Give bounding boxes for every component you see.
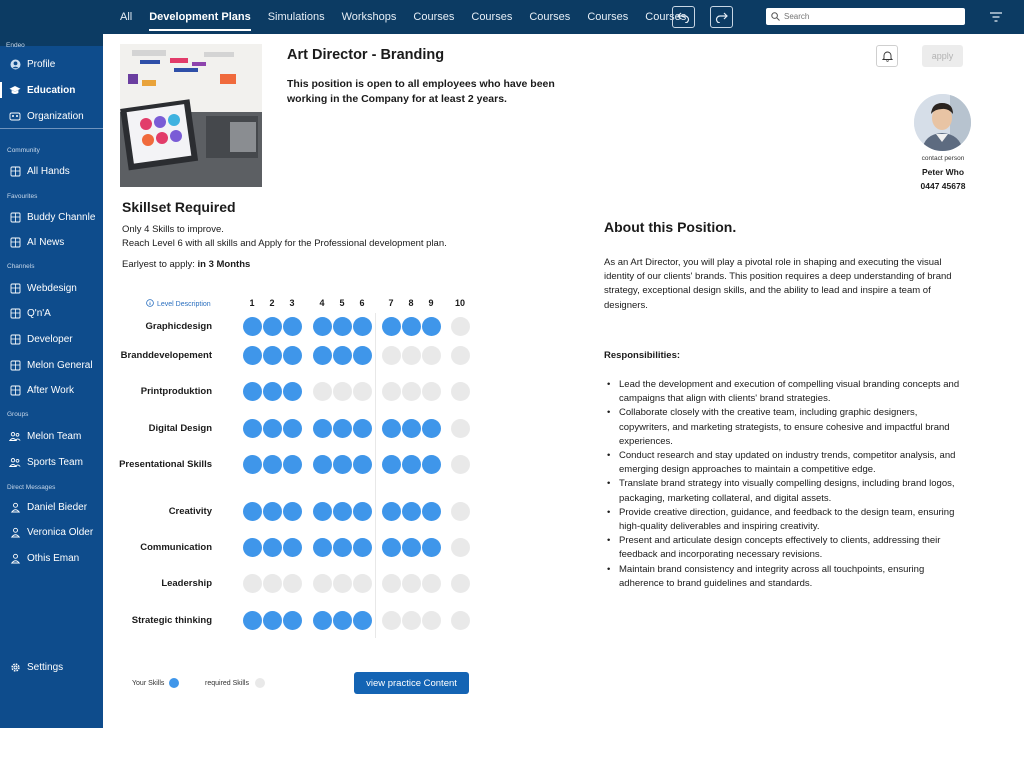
search-icon	[771, 12, 780, 21]
skill-level-dot	[451, 455, 470, 474]
skill-level-dot	[382, 574, 401, 593]
sidebar-item-othis-eman[interactable]	[0, 548, 103, 568]
list-item: • Lead the development and execution of compelling visual branding concepts and campaigns that align with clients' brand strategies.	[604, 378, 964, 406]
skill-level-dot	[283, 502, 302, 521]
channel-icon	[9, 359, 21, 371]
skill-level-dot	[353, 538, 372, 557]
sidebar-item-label: Profile	[27, 58, 56, 70]
channel-icon	[9, 307, 21, 319]
sidebar-section-title: Groups	[7, 411, 29, 418]
sidebar-item-label: Othis Eman	[27, 552, 80, 564]
skill-level-dot	[402, 611, 421, 630]
redo-button[interactable]	[710, 6, 733, 28]
sidebar-item-melon-general[interactable]	[0, 355, 103, 375]
skill-level-dot	[402, 574, 421, 593]
level-number: 7	[388, 298, 394, 308]
skill-level-dot	[451, 538, 470, 557]
organization-icon	[9, 110, 21, 122]
skill-level-dot	[263, 419, 282, 438]
skill-level-dot	[451, 611, 470, 630]
sidebar-item-label: AI News	[27, 236, 65, 248]
filter-button[interactable]	[988, 10, 1004, 24]
skill-level-dot	[353, 611, 372, 630]
notify-button[interactable]	[876, 45, 898, 67]
skill-level-dot	[353, 382, 372, 401]
skill-level-dot	[263, 455, 282, 474]
nav-tabs	[120, 0, 703, 34]
skill-level-dot	[243, 382, 262, 401]
sidebar-item-sports-team[interactable]	[0, 452, 103, 472]
skill-level-dot	[313, 317, 332, 336]
skill-level-dot	[333, 317, 352, 336]
contact-label: contact person	[921, 155, 965, 162]
sidebar-item-label: Settings	[27, 661, 64, 673]
skill-level-dot	[263, 611, 282, 630]
list-item: • Conduct research and stay updated on industry trends, competitor analysis, and emerging design approaches to maintain a competitive edge.	[604, 449, 964, 477]
skill-level-dot	[243, 455, 262, 474]
level-description-link[interactable]	[146, 299, 211, 309]
skill-level-dot	[402, 346, 421, 365]
skill-level-dot	[422, 419, 441, 438]
skill-level-dot	[422, 382, 441, 401]
skill-level-dot	[422, 455, 441, 474]
level-number: 3	[289, 298, 295, 308]
contact-phone: 0447 45678	[920, 181, 966, 191]
sidebar-item-melon-team[interactable]	[0, 426, 103, 446]
skill-level-dot	[422, 538, 441, 557]
person-icon	[9, 501, 21, 513]
skill-level-dot	[283, 611, 302, 630]
legend-required-skills-label: required Skills	[205, 680, 249, 687]
skill-level-dot	[451, 346, 470, 365]
skillset-line-1: Only 4 Skills to improve.	[122, 224, 224, 235]
skill-level-dot	[283, 419, 302, 438]
person-icon	[9, 526, 21, 538]
skill-level-dot	[353, 419, 372, 438]
group-icon	[9, 430, 21, 442]
tab-courses[interactable]: Courses	[645, 11, 687, 23]
skill-level-dot	[402, 382, 421, 401]
skill-label: Creativity	[168, 506, 212, 517]
channel-icon	[9, 282, 21, 294]
skill-level-dot	[353, 346, 372, 365]
skill-level-dot	[382, 317, 401, 336]
level-number: 9	[428, 298, 434, 308]
redo-icon	[715, 12, 728, 23]
search-box[interactable]	[766, 8, 965, 25]
skill-level-dot	[353, 502, 372, 521]
skill-level-dot	[382, 455, 401, 474]
tab-workshops[interactable]: Workshops	[341, 11, 397, 23]
skill-level-dot	[263, 382, 282, 401]
tab-courses[interactable]: Courses	[413, 11, 455, 23]
skill-label: Digital Design	[148, 423, 212, 434]
skill-level-dot	[451, 502, 470, 521]
skillset-line-2: Reach Level 6 with all skills and Apply for the Professional development plan.	[122, 238, 447, 249]
skill-level-dot	[422, 574, 441, 593]
gear-icon	[9, 661, 21, 673]
skill-level-dot	[243, 502, 262, 521]
sidebar-item-label: Veronica Older	[27, 526, 94, 538]
sidebar-item-label: Organization	[27, 110, 84, 122]
skill-label: Strategic thinking	[131, 615, 212, 626]
sidebar-item-daniel-bieder[interactable]	[0, 497, 103, 517]
top-bar	[0, 0, 1024, 34]
skill-level-dot	[283, 574, 302, 593]
tab-courses[interactable]: Courses	[587, 11, 629, 23]
skill-level-dot	[353, 574, 372, 593]
channel-icon	[9, 236, 21, 248]
sidebar-item-settings[interactable]	[0, 657, 103, 677]
legend-your-skills-swatch	[169, 678, 179, 688]
sidebar-item-label: Buddy Channle	[27, 211, 96, 223]
skill-level-dot	[422, 502, 441, 521]
level-number: 6	[359, 298, 365, 308]
level-number: 1	[249, 298, 255, 308]
sidebar-item-label: Sports Team	[27, 456, 83, 468]
skill-level-dot	[422, 346, 441, 365]
level-number: 2	[269, 298, 275, 308]
skill-level-dot	[353, 317, 372, 336]
sidebar-section-title: Favourites	[7, 193, 38, 200]
apply-button[interactable]: apply	[922, 45, 963, 67]
skill-label: Branddevelopement	[120, 350, 212, 361]
tab-courses[interactable]: Courses	[529, 11, 571, 23]
skill-level-dot	[451, 574, 470, 593]
sidebar-item-veronica-older[interactable]	[0, 522, 103, 542]
level-number: 10	[454, 298, 465, 308]
skill-label: Graphicdesign	[145, 321, 212, 332]
skill-level-dot	[243, 419, 262, 438]
skill-level-dot	[333, 574, 352, 593]
skill-level-dot	[313, 382, 332, 401]
skill-level-dot	[243, 611, 262, 630]
skill-level-dot	[451, 382, 470, 401]
skill-level-dot	[382, 419, 401, 438]
channel-icon	[9, 211, 21, 223]
tab-all[interactable]: All	[120, 11, 133, 23]
filter-icon	[988, 10, 1004, 24]
skill-level-dot	[313, 574, 332, 593]
skill-level-dot	[263, 502, 282, 521]
list-item: • Translate brand strategy into visually compelling designs, including brand logos, packaging, marketing collateral, and digital assets.	[604, 477, 964, 505]
skill-level-dot	[422, 317, 441, 336]
level-number: 8	[408, 298, 414, 308]
skill-level-dot	[263, 574, 282, 593]
list-item: • Present and articulate design concepts effectively to clients, addressing their feedback and incorporating necessary revisions.	[604, 534, 964, 562]
skill-level-dot	[402, 455, 421, 474]
sidebar-item-organization[interactable]	[0, 106, 103, 126]
skill-level-dot	[263, 317, 282, 336]
skill-level-dot	[333, 382, 352, 401]
sidebar-item-developer[interactable]	[0, 329, 103, 349]
skillset-heading: Skillset Required	[122, 199, 236, 215]
skill-level-dot	[313, 611, 332, 630]
undo-icon	[677, 12, 690, 23]
job-title: Art Director - Branding	[287, 47, 445, 63]
skill-level-dot	[333, 538, 352, 557]
sidebar	[0, 34, 103, 728]
list-item: • Maintain brand consistency and integrity across all touchpoints, ensuring adherence to brand guidelines and standards.	[604, 563, 964, 591]
skill-level-dot	[243, 538, 262, 557]
sidebar-item-label: Developer	[27, 333, 73, 345]
skill-level-dot	[263, 538, 282, 557]
sidebar-item-education[interactable]	[0, 80, 103, 100]
undo-button[interactable]	[672, 6, 695, 28]
skill-level-dot	[333, 419, 352, 438]
sidebar-divider	[0, 128, 103, 129]
sidebar-item-after-work[interactable]	[0, 380, 103, 400]
sidebar-section-title: Direct Messages	[7, 484, 56, 491]
org-label: Endeo	[6, 42, 25, 49]
skill-label: Leadership	[161, 578, 212, 589]
skill-level-dot	[333, 611, 352, 630]
skill-level-dot	[451, 419, 470, 438]
about-heading: About this Position.	[604, 219, 737, 235]
view-practice-content-button[interactable]: view practice Content	[354, 672, 469, 694]
skill-level-dot	[313, 419, 332, 438]
skill-level-dot	[382, 538, 401, 557]
sidebar-section-title: Community	[7, 147, 40, 154]
list-item: • Provide creative direction, guidance, and feedback to the design team, ensuring high-quality deliverables and inspiring creativity.	[604, 506, 964, 534]
sidebar-item-ai-news[interactable]	[0, 232, 103, 252]
skill-label: Printproduktion	[140, 386, 212, 397]
level-description-label: Level Description	[157, 300, 211, 308]
info-icon	[146, 299, 154, 309]
contact-avatar	[914, 94, 971, 151]
bell-icon	[882, 50, 893, 62]
skill-level-dot	[283, 538, 302, 557]
sidebar-item-label: Webdesign	[27, 282, 77, 294]
group-icon	[9, 456, 21, 468]
skill-level-dot	[382, 611, 401, 630]
skill-level-dot	[353, 455, 372, 474]
skill-level-dot	[402, 502, 421, 521]
skill-label: Presentational Skills	[119, 459, 212, 470]
sidebar-item-buddy-channle[interactable]	[0, 207, 103, 227]
level-separator	[375, 313, 376, 638]
sidebar-item-label: Daniel Bieder	[27, 501, 88, 513]
level-number: 5	[339, 298, 345, 308]
avatar-icon	[9, 58, 21, 70]
skill-level-dot	[333, 455, 352, 474]
skill-level-dot	[313, 455, 332, 474]
legend-your-skills-label: Your Skills	[132, 680, 165, 687]
skill-level-dot	[422, 611, 441, 630]
skill-level-dot	[283, 455, 302, 474]
sidebar-item-label: Melon General	[27, 359, 93, 371]
earliest-apply-label: Earlyest to apply:	[122, 259, 198, 270]
skill-level-dot	[243, 317, 262, 336]
earliest-apply-value: in 3 Months	[197, 259, 251, 270]
skill-level-dot	[402, 538, 421, 557]
skill-level-dot	[283, 317, 302, 336]
sidebar-item-label: Melon Team	[27, 430, 82, 442]
about-text: As an Art Director, you will play a pivotal role in shaping and executing the visual identity of our clients' brands. This position requires a deep understanding of brand strategy, exceptional design skills, and the ability to lead and inspire a team of designers.	[604, 257, 952, 311]
sidebar-item-label: All Hands	[27, 165, 70, 177]
skill-level-dot	[313, 538, 332, 557]
skill-level-dot	[283, 346, 302, 365]
sidebar-item-profile[interactable]	[0, 54, 103, 74]
skill-level-dot	[382, 346, 401, 365]
tab-development-plans[interactable]: Development Plans	[149, 0, 250, 34]
sidebar-item-label: After Work	[27, 384, 75, 396]
person-icon	[9, 552, 21, 564]
sidebar-item-q-n-a[interactable]	[0, 303, 103, 323]
position-image	[120, 44, 262, 187]
responsibilities-heading: Responsibilities:	[604, 350, 681, 361]
skill-level-dot	[243, 346, 262, 365]
skill-level-dot	[382, 502, 401, 521]
skill-level-dot	[283, 382, 302, 401]
job-description: This position is open to all employees who have been working in the Company for at least 2 years.	[287, 78, 555, 105]
skill-level-dot	[333, 502, 352, 521]
skill-level-dot	[402, 419, 421, 438]
search-input[interactable]	[784, 12, 954, 21]
skill-level-dot	[333, 346, 352, 365]
level-number: 4	[319, 298, 325, 308]
skill-level-dot	[313, 502, 332, 521]
channel-icon	[9, 384, 21, 396]
channel-icon	[9, 165, 21, 177]
skill-level-dot	[402, 317, 421, 336]
earliest-apply	[122, 259, 250, 270]
sidebar-item-all-hands[interactable]	[0, 161, 103, 181]
tab-courses[interactable]: Courses	[471, 11, 513, 23]
responsibilities-list	[604, 378, 964, 591]
skill-level-dot	[243, 574, 262, 593]
sidebar-item-label: Education	[27, 84, 76, 96]
list-item: • Collaborate closely with the creative team, including graphic designers, copywriters, and marketing strategists, to ensure cohesive and impactful brand experiences.	[604, 406, 964, 449]
sidebar-section-title: Channels	[7, 263, 35, 270]
graduation-cap-icon	[9, 84, 21, 96]
skill-level-dot	[382, 382, 401, 401]
skill-level-dot	[263, 346, 282, 365]
channel-icon	[9, 333, 21, 345]
tab-simulations[interactable]: Simulations	[267, 11, 325, 23]
legend-required-skills-swatch	[255, 678, 265, 688]
contact-name: Peter Who	[921, 167, 965, 177]
sidebar-item-label: Q'n'A	[27, 307, 51, 319]
skill-level-dot	[313, 346, 332, 365]
sidebar-item-webdesign[interactable]	[0, 278, 103, 298]
skill-label: Communication	[140, 542, 212, 553]
skill-level-dot	[451, 317, 470, 336]
